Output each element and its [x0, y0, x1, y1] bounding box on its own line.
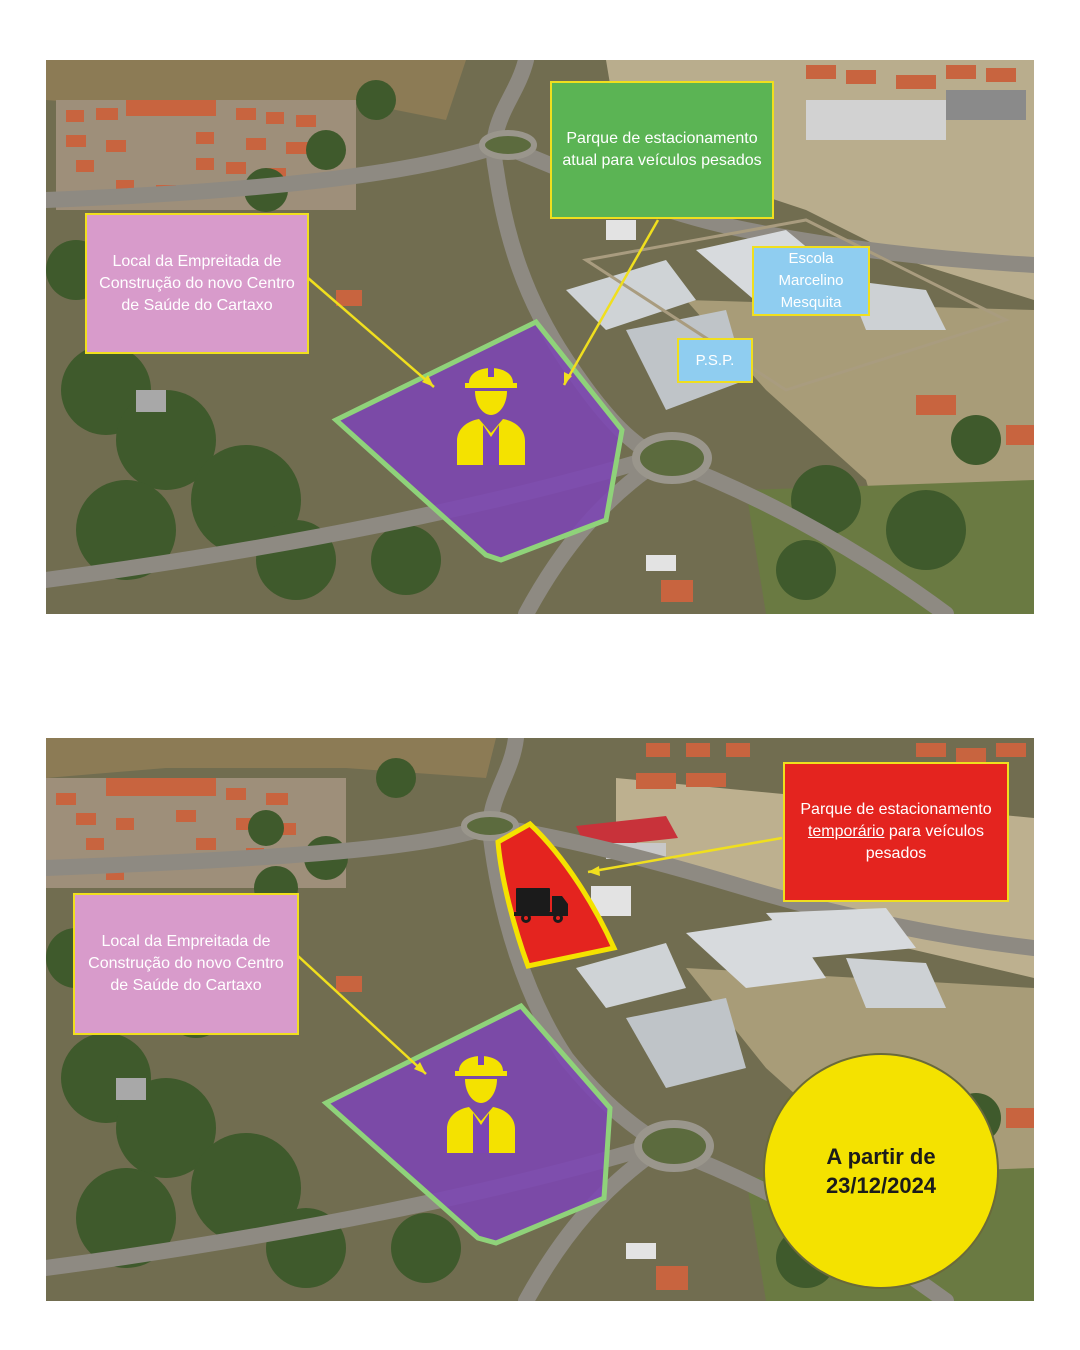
arrow-construction [308, 278, 434, 387]
current-parking-label [550, 81, 774, 219]
arrow-construction [298, 956, 426, 1074]
construction-site-label [85, 213, 309, 354]
temporary-word: temporário [807, 823, 885, 840]
school-label [752, 246, 870, 316]
start-date-badge [768, 1058, 994, 1284]
map-temporary-parking [46, 738, 1034, 1301]
arrow-current-parking [564, 220, 658, 385]
map-current-parking [46, 60, 1034, 614]
arrow-temp-parking [588, 838, 782, 872]
temporary-parking-label [783, 762, 1009, 902]
start-date-prefix: A partir de [826, 1144, 936, 1169]
construction-site-label-text: Local da Empreitada de Construção do novo Centro de Saúde do Cartaxo [88, 933, 284, 994]
police-label [677, 338, 753, 383]
temporary-parking-label-text: Parque de estacionamento temporário para veículos pesados [800, 801, 992, 862]
temporary-parking-area [498, 824, 614, 966]
current-parking-label-text: Parque de estacionamento atual para veículos pesados [562, 130, 762, 169]
construction-site-label [73, 893, 299, 1035]
start-date-value: 23/12/2024 [825, 1173, 937, 1198]
school-label-text: Escola Marcelino Mesquita [778, 250, 844, 311]
construction-site-label-text: Local da Empreitada de Construção do novo Centro de Saúde do Cartaxo [99, 252, 295, 314]
police-label-text: P.S.P. [695, 351, 735, 369]
